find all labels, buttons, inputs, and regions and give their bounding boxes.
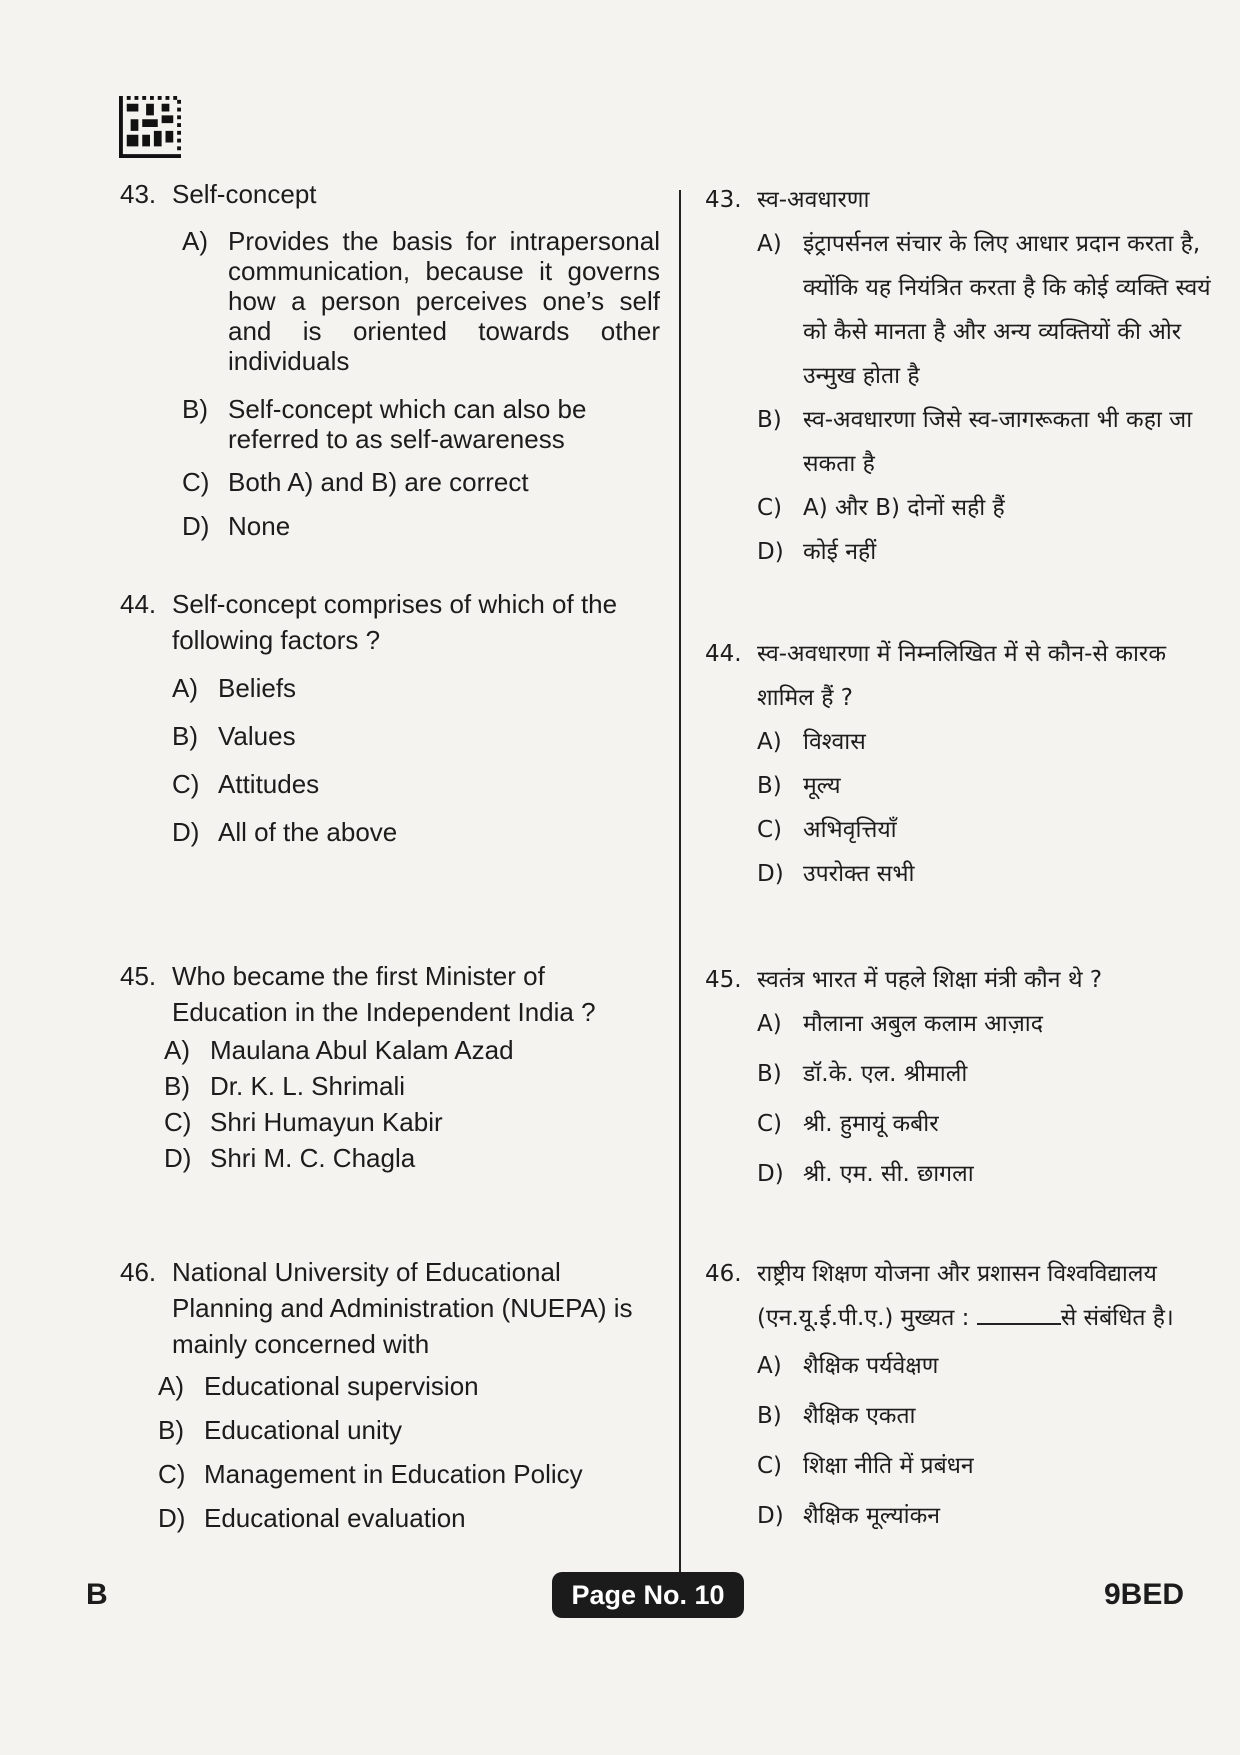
option-a: A) Provides the basis for intrapersonal communication, because it governs how a person perceives one’s self and is oriented towards other individuals <box>182 226 660 376</box>
paper-code: 9BED <box>1103 1578 1184 1611</box>
option-a: A) Educational supervision <box>158 1371 479 1401</box>
datamatrix-code <box>118 96 182 158</box>
question-text: Who became the first Minister of Education in the Independent India ? <box>172 961 596 1027</box>
option-d: D) All of the above <box>172 817 398 847</box>
option-b: B) Dr. K. L. Shrimali <box>164 1071 406 1101</box>
question-number: 44. <box>120 589 157 619</box>
option-c: C) श्री. हुमायूं कबीर <box>757 1111 939 1137</box>
option-b: B) शैक्षिक एकता <box>757 1403 916 1429</box>
option-b: B) स्व-अवधारणा जिसे स्व-जागरूकता भी कहा जा सकता है <box>757 407 1193 477</box>
option-d: D) कोई नहीं <box>757 539 877 565</box>
question-45-hindi <box>705 958 1225 1196</box>
column-divider <box>679 190 681 1580</box>
option-a: A) विश्वास <box>757 729 866 755</box>
question-44-hindi <box>705 632 1225 896</box>
question-text: Self-concept <box>172 179 317 209</box>
page-number-badge: Page No. 10 <box>552 1572 744 1618</box>
option-c: C) Shri Humayun Kabir <box>164 1107 443 1137</box>
option-d: D) उपरोक्त सभी <box>757 861 915 887</box>
option-c: C) Both A) and B) are correct <box>182 467 529 497</box>
option-a: A) Beliefs <box>172 673 297 703</box>
question-number: 46. <box>705 1261 742 1287</box>
question-text: National University of Educational Planning and Administration (NUEPA) is mainly concerned with <box>172 1257 633 1359</box>
option-b: B) डॉ.के. एल. श्रीमाली <box>757 1061 968 1087</box>
option-c: C) शिक्षा नीति में प्रबंधन <box>757 1453 974 1479</box>
option-c: C) A) और B) दोनों सही हैं <box>757 495 1005 521</box>
option-a: A) इंट्रापर्सनल संचार के लिए आधार प्रदान करता है, क्योंकि यह नियंत्रित करता है कि कोई व्यक्ति स्वयं को कैसे मानता है और अन्य व्यक्तियों की ओर उन्मुख होता है <box>757 231 1211 389</box>
question-43-hindi <box>705 178 1225 574</box>
option-d: D) Shri M. C. Chagla <box>164 1143 416 1173</box>
question-number: 46. <box>120 1257 157 1287</box>
question-number: 43. <box>120 179 157 209</box>
question-45-english <box>120 958 660 1176</box>
question-44-english <box>120 586 660 850</box>
option-d: D) शैक्षिक मूल्यांकन <box>757 1503 941 1529</box>
option-c: C) अभिवृत्तियाँ <box>757 817 897 843</box>
question-43-english <box>120 176 660 544</box>
option-d: D) Educational evaluation <box>158 1503 466 1533</box>
option-c: C) Management in Education Policy <box>158 1459 583 1489</box>
option-b: B) Educational unity <box>158 1415 403 1445</box>
booklet-series: B <box>86 1578 108 1611</box>
question-number: 45. <box>705 967 742 993</box>
option-d: D) None <box>182 511 291 541</box>
option-a: A) मौलाना अबुल कलाम आज़ाद <box>757 1011 1043 1037</box>
question-text: स्व-अवधारणा <box>757 187 870 213</box>
option-b: B) मूल्य <box>757 773 841 799</box>
option-a: A) शैक्षिक पर्यवेक्षण <box>757 1353 939 1379</box>
option-b: B) Self-concept which can also be referred to as self-awareness <box>182 394 587 454</box>
option-c: C) Attitudes <box>172 769 320 799</box>
question-46-hindi <box>705 1252 1225 1538</box>
question-text: राष्ट्रीय शिक्षण योजना और प्रशासन विश्वविद्यालय (एन.यू.ई.पी.ए.) मुख्यत : से संबंधित है। <box>757 1261 1174 1331</box>
question-number: 43. <box>705 187 742 213</box>
fill-in-blank <box>977 1301 1061 1325</box>
option-d: D) श्री. एम. सी. छागला <box>757 1161 974 1187</box>
option-b: B) Values <box>172 721 296 751</box>
question-number: 45. <box>120 961 157 991</box>
question-46-english <box>120 1254 660 1536</box>
question-text: स्व-अवधारणा में निम्नलिखित में से कौन-से कारक शामिल हैं ? <box>757 641 1167 711</box>
question-text: स्वतंत्र भारत में पहले शिक्षा मंत्री कौन थे ? <box>757 967 1103 993</box>
option-a: A) Maulana Abul Kalam Azad <box>164 1035 514 1065</box>
question-text: Self-concept comprises of which of the following factors ? <box>172 589 618 655</box>
question-number: 44. <box>705 641 742 667</box>
